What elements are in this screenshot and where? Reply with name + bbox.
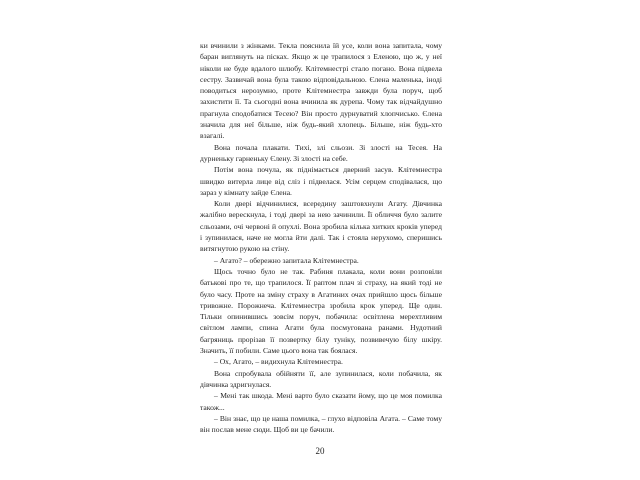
paragraph: Коли двері відчинилися, всередину заштовхнули Агату. Дівчинка жалібно верескнула, і тоді двері за нею зачинили. Її обличчя було залите сльозами, очі червоні й опухлі. Вона зробила кілька хитких кроків уперед і зупинилася, наче не могла йти далі. Так і стояла нерухомо, сперишись витягнутою рукою на стіну.	[200, 199, 442, 254]
paragraph: – Мені так шкода. Мені варто було сказати йому, що це моя помилка також...	[200, 391, 442, 412]
page-number: 20	[315, 446, 325, 456]
paragraph: Вона почала плакати. Тихі, злі сльози. Зі злості на Тесея. На дурненьку гарненьку Єлену. Зі злості на себе.	[200, 142, 442, 163]
paragraph: ки вчинили з жінками. Текла пояснила їй усе, коли вона запитала, чому баран виглянуть на пісках. Якщо ж це трапилося з Еленою, що ж, у неї ніколи не буде вдалого шлюбу. Клітемнестрі стало погано. Вона підвела сестру. Зазвичай вона була такою відповідальною. Єлена маленька, іноді поводиться нерозумно, проте Клітемнестра завжди була поруч, щоб захистити її. Та сьогодні вона вчинила як дурепа. Чому так відчайдушно прагнула сподобатися Тесею? Він просто дурнуватий хлопчисько. Єлена значила для неї більше, ніж будь-який хлопець. Більше, ніж будь-хто взагалі.	[200, 41, 442, 141]
paragraph: – Агато? – обережно запитала Клітемнестра.	[214, 255, 359, 265]
paragraph: – Ох, Агато, – видихнула Клітемнестра.	[214, 357, 343, 367]
paragraph: – Він знає, що це наша помилка, – глухо відповіла Агата. – Саме тому він послав мене сюди. Щоб ви це бачили.	[200, 413, 442, 435]
body-text	[200, 40, 442, 435]
paragraph: Щось точно було не так. Рабиня плакала, коли вони розповіли батькові про те, що трапилося. Її раптом плач зі страху, на який тоді не було часу. Проте на зміну страху в Агатиних очах прийшло щось більше тривожне. Порожнеча. Клітемнестра зробила крок уперед. Ще один. Тільки опинившись зовсім поруч, побачила: освітлена мерехтливим світлом лампи, спина Агати була посмугована ранами. Нудотний багряниць прорізав її позвертку білу туніку, позвивечую білу шкіру. Значить, її побили. Саме цього вона так боялася.	[200, 266, 442, 356]
paragraph: Потім вона почула, як піднімається дверний засув. Клітемнестра швидко витерла лице від сліз і підвелася. Усім серцем сподівалася, що зараз у кімнату зайде Єлена.	[200, 165, 442, 197]
paragraph: Вона спробувала обійняти її, але зупинилася, коли побачила, як дівчинка здригнулася.	[200, 368, 442, 389]
